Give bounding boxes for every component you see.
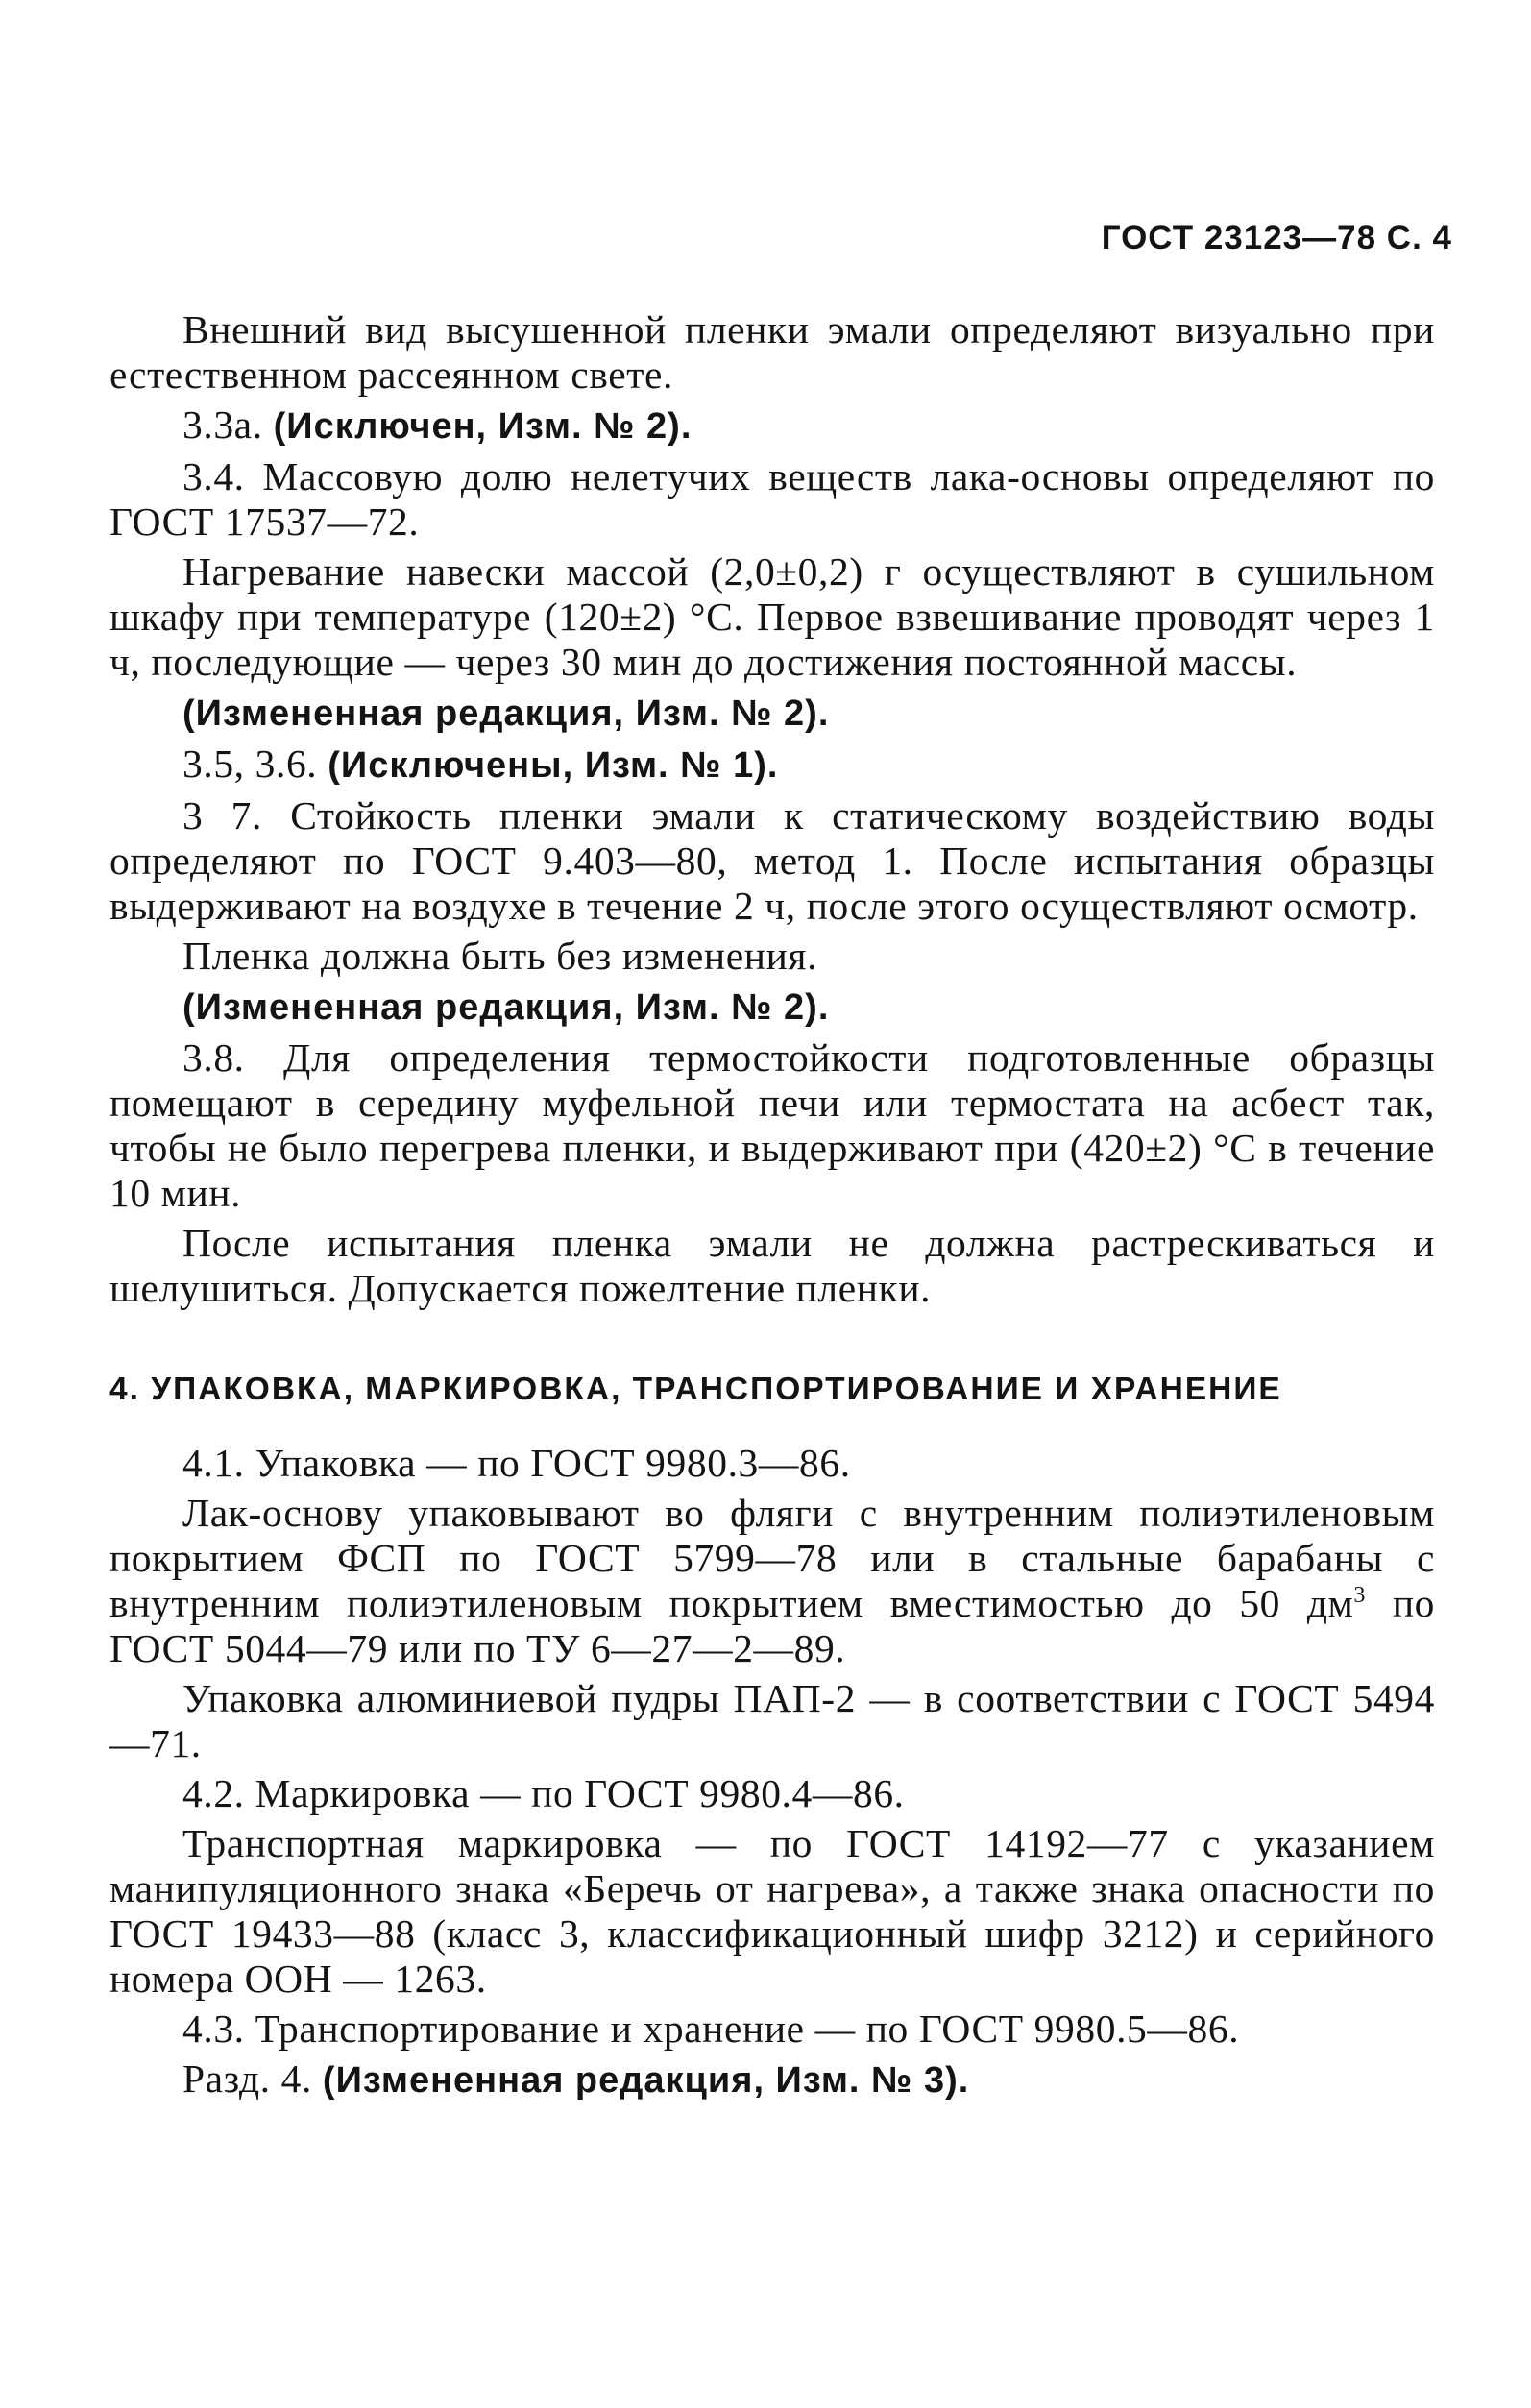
paragraph-3-8: 3.8. Для определения термостойкости подготовленные образцы помещают в середину муфельной печи или термостата на асбест так, чтобы не было перегрева пленки, и выдерживают при (420±2) °С в течение 10 мин. bbox=[109, 1035, 1435, 1215]
amendment-note: (Исключены, Изм. № 1). bbox=[328, 745, 779, 786]
paragraph-after-test: После испытания пленка эмали не должна растрескиваться и шелушиться. Допускается пожелтение пленки. bbox=[109, 1221, 1435, 1310]
paragraph-3-4: 3.4. Массовую долю нелетучих веществ лака-основы определяют по ГОСТ 17537—72. bbox=[109, 454, 1435, 544]
amendment-note: (Измененная редакция, Изм. № 2). bbox=[182, 693, 830, 734]
document-body bbox=[109, 307, 1435, 2108]
paragraph-packaging-base bbox=[109, 1491, 1435, 1671]
paragraph-packaging-powder: Упаковка алюминиевой пудры ПАП-2 — в соответствии с ГОСТ 5494—71. bbox=[109, 1676, 1435, 1765]
paragraph-amendment-2b bbox=[109, 984, 1435, 1031]
amendment-note: (Измененная редакция, Изм. № 2). bbox=[182, 987, 830, 1028]
paragraph-film-unchanged: Пленка должна быть без изменения. bbox=[182, 934, 818, 978]
amendment-note: (Исключен, Изм. № 2). bbox=[273, 406, 693, 447]
paragraph-4-1: 4.1. Упаковка — по ГОСТ 9980.3—86. bbox=[182, 1441, 851, 1485]
paragraph-transport-marking: Транспортная маркировка — по ГОСТ 14192—77 с указанием манипуляционного знака «Беречь от нагрева», а также знака опасности по ГОСТ 19433—88 (класс 3, классификационный шифр 3212) и серийного номера ООН — 1263. bbox=[109, 1821, 1435, 2001]
paragraph-3-5-3-6 bbox=[109, 742, 1435, 789]
clause-number: 3.5, 3.6. bbox=[182, 742, 328, 786]
clause-number: 3.3а. bbox=[182, 402, 274, 447]
paragraph-amendment-2a bbox=[109, 690, 1435, 737]
paragraph-section-amendment bbox=[109, 2056, 1435, 2104]
section-reference: Разд. 4. bbox=[182, 2056, 323, 2101]
paragraph-3-7: 3 7. Стойкость пленки эмали к статическому воздействию воды определяют по ГОСТ 9.403—80, метод 1. После испытания образцы выдерживают на воздухе в течение 2 ч, после этого осуществляют осмотр. bbox=[109, 793, 1435, 928]
paragraph-4-2: 4.2. Маркировка — по ГОСТ 9980.4—86. bbox=[182, 1771, 905, 1815]
paragraph-appearance: Внешний вид высушенной пленки эмали определяют визуально при естественном рассеянном свете. bbox=[109, 307, 1435, 397]
running-header: ГОСТ 23123—78 С. 4 bbox=[1101, 219, 1452, 256]
amendment-note: (Измененная редакция, Изм. № 3). bbox=[322, 2060, 970, 2101]
packaging-text-end: по ГОСТ 5044—79 или по ТУ 6—27—2—89. bbox=[109, 1581, 1435, 1670]
section-4-heading: 4. УПАКОВКА, МАРКИРОВКА, ТРАНСПОРТИРОВАНИЕ И ХРАНЕНИЕ bbox=[109, 1372, 1282, 1407]
paragraph-3-3a bbox=[109, 402, 1435, 450]
packaging-text-start: Лак-основу упаковывают во фляги с внутренним полиэтиленовым покрытием ФСП по ГОСТ 5799—78 или в стальные барабаны с внутренним полиэтиленовым покрытием вместимостью до 50 дм bbox=[109, 1491, 1435, 1625]
paragraph-4-3: 4.3. Транспортирование и хранение — по ГОСТ 9980.5—86. bbox=[182, 2007, 1240, 2051]
unit-superscript: 3 bbox=[1353, 1583, 1367, 1609]
paragraph-heating: Нагревание навески массой (2,0±0,2) г осуществляют в сушильном шкафу при температуре (120±2) °С. Первое взвешивание проводят через 1 ч, последующие — через 30 мин до достижения постоянной массы. bbox=[109, 549, 1435, 684]
